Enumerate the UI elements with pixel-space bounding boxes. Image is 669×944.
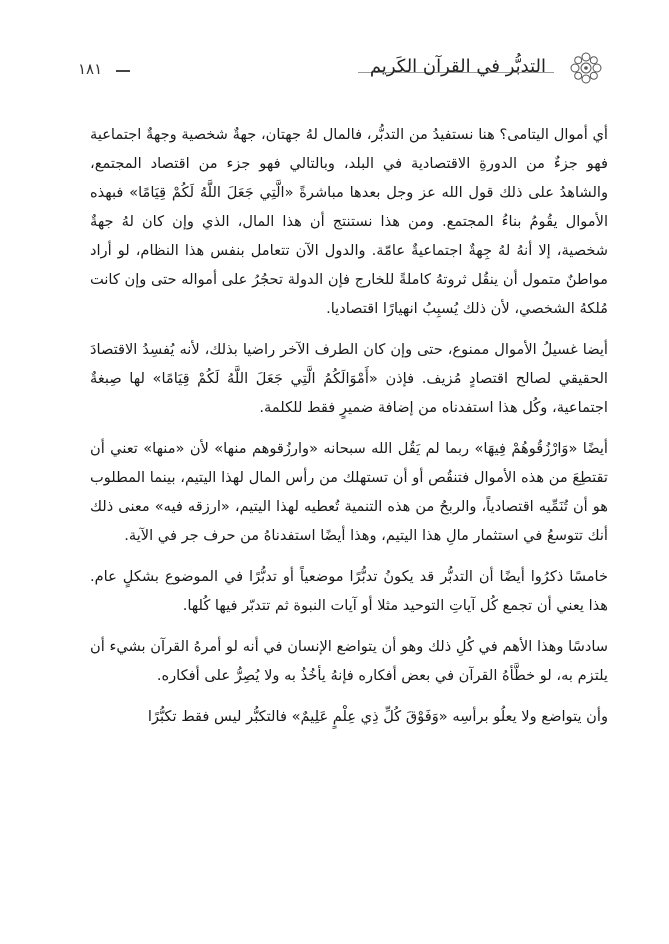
paragraph-6: وأن يتواضع ولا يعلُو برأسِه «وَفَوْقَ كُلِّ ذِي عِلْمٍ عَلِيمٌ» فالتكبُّر ليس فقط تكبُّرًا [147, 708, 608, 725]
page-body [90, 120, 608, 743]
running-title: التدبُّر في القرآن الكَريم [369, 56, 546, 77]
paragraph-4: خامسًا ذكرُوا أيضًا أن التدبُّر قد يكونُ تدبُّرًا موضعياً أو تدبُّرًا في الموضوع بشكلٍ عام. هذا يعني أن تجمع كُل آياتِ التوحيد مثلا أو آيات النبوة ثم تتدبّر فيها كُلها. [90, 568, 608, 614]
paragraph-2: أيضا غسيلُ الأموال ممنوع، حتى وإن كان الطرف الآخر راضيا بذلك، لأنه يُفسِدُ الاقتصادَ الحقيقي لصالح اقتصادٍ مُزيف. فإذن «أَمْوَالَكُمُ الَّتِي جَعَلَ اللَّهُ لَكُمْ قِيَامًا» لها صِبغةٌ اجتماعية، وكُل هذا استفدناه من إضافة ضميرٍ فقط للكلمة. [90, 341, 608, 416]
paragraph-3: أيضًا «وَارْزُقُوهُمْ فِيهَا» ربما لم يَقُل الله سبحانه «وارزُقوهم منها» لأن «منها» تعني أن تقتطِعَ من هذه الأموال فتنقُص أو أن تستهلك من رأس المال لهذا اليتيم، بينما المطلوب هو أن تُنَمِّيه اقتصادياً، والربحُ من هذه التنمية تُعطيه لهذا اليتيم، «ارزقه فيه» معنى ذلك أنك تتوسعُ في استثمار مالِ هذا اليتيم، وهذا أيضًا استفدناهُ من حرف جر في الآية. [90, 440, 608, 544]
flower-ornament-icon [566, 48, 606, 88]
page-number-dash [116, 70, 130, 72]
paragraph-1: أي أموال اليتامى؟ هنا نستفيدُ من التدبُّر، فالمال لهُ جهتان، جهةٌ شخصية وجهةٌ اجتماعية فهو جزءٌ من الدورةِ الاقتصادية في البلد، وبالتالي فهو جزء من اقتصاد المجتمع، والشاهدُ على ذلك قول الله عز وجل بعدها مباشرةً «الَّتِي جَعَلَ اللَّهُ لَكُمْ قِيَامًا» فبهذه الأموال يقُومُ بناءُ المجتمع. ومن هذا نستنتج أن هذا المال، الذي وإن كان لهُ جهةٌ شخصية، إلا أنهُ لهُ جِهةٌ اجتماعيةٌ عامّة. والدول الآن تتعامل بنفس هذا النظام، لو أراد مواطنٌ متمول أن ينقُل ثروتهُ كاملةً للخارج فإن الدولة تحجُرُ على أمواله حتى وإن كانت مُلكهُ الشخصي، لأن ذلك يُسبِبُ انهيارًا اقتصاديا. [90, 126, 608, 317]
page-number: ١٨١ [78, 60, 103, 78]
page-header [78, 50, 610, 90]
paragraph-5: سادسًا وهذا الأهم في كُلِ ذلك وهو أن يتواضع الإنسان في أنه لو أمرهُ القرآن بشيء أن يلتزم به، لو خطَّأهُ القرآن في بعض أفكاره فإنهُ يأخُذُ به ولا يُصِرُّ على أفكاره. [90, 638, 608, 684]
